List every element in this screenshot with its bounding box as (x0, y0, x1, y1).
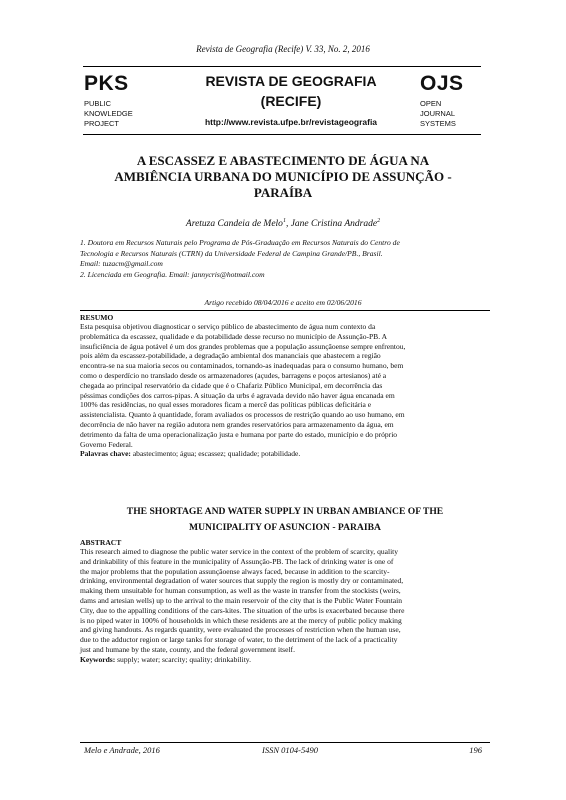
abstract-heading: ABSTRACT (80, 538, 122, 547)
authors (0, 218, 566, 229)
body-line: and drinkability of this feature in the municipality of Assunção-PB. The lack of drinking water is one of (80, 556, 394, 566)
title-line: MUNICIPALITY OF ASUNCION - PARAIBA (189, 522, 381, 533)
ojs-logo: OJS (420, 72, 464, 95)
author-name: Aretuza Candeia de Melo (185, 219, 283, 230)
page-footer (80, 742, 490, 757)
running-head: Revista de Geografia (Recife) V. 33, No. 2, 2016 (196, 44, 370, 54)
body-line: detrimento da falta de uma operacionalização justa e humana por parte do estado, município e do próprio (80, 429, 398, 439)
resumo-body (80, 322, 490, 449)
journal-title: REVISTA DE GEOGRAFIA (205, 73, 377, 89)
body-line: and giving handouts. As regards quantity, were evaluated the processes of restriction when the human use, (80, 625, 401, 635)
footer-issn: ISSN 0104-5490 (262, 745, 318, 755)
body-line: chegada ao principal reservatório da cidade que é o Chafariz Público Municipal, em decorrência das (80, 380, 383, 390)
body-line: drinking, environmental degradation of water sources that supply the region is mostly dry or contaminated, (80, 576, 404, 586)
title-line: THE SHORTAGE AND WATER SUPPLY IN URBAN AMBIANCE OF THE (126, 506, 444, 517)
body-line: the major problems that the population assunçãoense always faced, because in addition to the scarcity- (80, 566, 390, 576)
keywords-label: Keywords: (80, 654, 116, 664)
body-line: encontra-se na sua maioria secos ou contaminados, tornando-as inadequadas para o consumo humano, bem (80, 361, 404, 371)
author-affiliation-mark: 2 (377, 218, 381, 224)
body-line: péssimas condições dos carros-pipas. A situação da urbs é agravada devido não haver água encanada em (80, 390, 395, 400)
resumo-heading: RESUMO (80, 313, 114, 322)
body-line: Esta pesquisa objetivou diagnosticar o serviço público de abastecimento de água num contexto da (80, 322, 376, 331)
title-line: PARAÍBA (253, 185, 313, 200)
author-affiliation-mark: 1 (282, 218, 286, 224)
masthead-bottom-rule (83, 134, 481, 135)
section-rule (80, 310, 490, 311)
body-line: decorrência de não haver na região adutora nem grandes reservatórios para armazenamento da água, em (80, 419, 394, 429)
pks-logo: PKS (84, 72, 129, 95)
received-date: Artigo recebido 08/04/2016 e aceito em 02/06/2016 (204, 298, 362, 307)
body-line: making them unsuitable for human consumption, as well as the waste in transfer from the stockists (weirs, (80, 586, 401, 596)
body-line: assistencialista. Quanto à quantidade, foram avaliados os processos de restrição quando ao uso humano, em (80, 410, 405, 420)
abstract-section (80, 538, 490, 665)
affiliations (80, 238, 490, 280)
ojs-line: JOURNAL (420, 109, 456, 118)
abstract-body (80, 547, 490, 655)
keywords-text: abastecimento; água; escassez; qualidade; potabilidade. (130, 449, 301, 459)
abstract-keywords (80, 655, 490, 665)
keywords-label: Palavras chave: (80, 449, 131, 459)
journal-title: (RECIFE) (260, 93, 322, 109)
body-line: is no piped water in 100% of households in which these residents are at the mercy of public policy making (80, 615, 402, 625)
keywords-text: supply; water; scarcity; quality; drinkability. (115, 654, 251, 664)
pks-line: PUBLIC (84, 99, 112, 108)
body-line: pois além da escassez-potabilidade, a degradação ambiental dos mananciais que abastecem a região (80, 351, 381, 361)
ojs-line: SYSTEMS (420, 119, 456, 128)
body-line: Governo Federal. (80, 439, 133, 449)
author-name: Jane Cristina Andrade (290, 219, 378, 230)
pks-line: KNOWLEDGE (84, 109, 133, 118)
resumo-keywords (80, 449, 490, 459)
affiliation-line: 1. Doutora em Recursos Naturais pelo Programa de Pós-Graduação em Recursos Naturais do Centro de (80, 238, 400, 247)
body-line: City, due to the appalling conditions of the cars-kites. The situation of the urbs is exacerbated because there (80, 605, 405, 615)
body-line: 100% das residências, no qual esses moradores ficam a mercê das políticas públicas deficitária e (80, 400, 372, 410)
resumo-section (80, 310, 490, 459)
ojs-line: OPEN (420, 99, 442, 108)
body-line: problemática da escassez, qualidade e da potabilidade desse recurso no município de Assunção-PB. A (80, 331, 388, 341)
page-number: 196 (469, 745, 482, 755)
affiliation-line: 2. Licenciada em Geografia. Email: jannycris@hotmail.com (80, 269, 265, 279)
pks-line: PROJECT (84, 119, 120, 128)
footer-citation: Melo e Andrade, 2016 (84, 745, 160, 755)
affiliation-line: Tecnologia e Recursos Naturais (CTRN) da Universidade Federal de Campina Grande/PB., Brasil. (80, 248, 383, 258)
affiliation-line: Email: tuzacm@gmail.com (80, 259, 163, 268)
article-title (80, 153, 486, 201)
english-title (80, 504, 490, 536)
body-line: dams and artesian wells) up to the arrival to the main reservoir of the city that is the Public Water Fountain (80, 595, 403, 605)
author-separator: , (285, 219, 291, 230)
masthead-top-rule (83, 66, 481, 67)
body-line: como o desperdício no translado desde os armazenadores (açudes, barragens e poços artesianos) até a (80, 370, 387, 380)
body-line: just and humane by the state, county, and the federal government itself. (80, 644, 295, 654)
journal-masthead (83, 66, 481, 138)
journal-url-link[interactable]: http://www.revista.ufpe.br/revistageografia (204, 117, 378, 127)
body-line: This research aimed to diagnose the public water service in the context of the problem of scarcity, quality (80, 547, 399, 556)
title-line: A ESCASSEZ E ABASTECIMENTO DE ÁGUA NA (136, 153, 430, 168)
body-line: due to the adductor region or large tanks for storage of water, to the detriment of the lack of a practicality (80, 635, 398, 645)
title-line: AMBIÊNCIA URBANA DO MUNICÍPIO DE ASSUNÇÃO - (114, 169, 452, 184)
body-line: insuficiência de água potável é um dos grandes problemas que a população assunçãoense sempre enfrentou, (80, 341, 406, 351)
